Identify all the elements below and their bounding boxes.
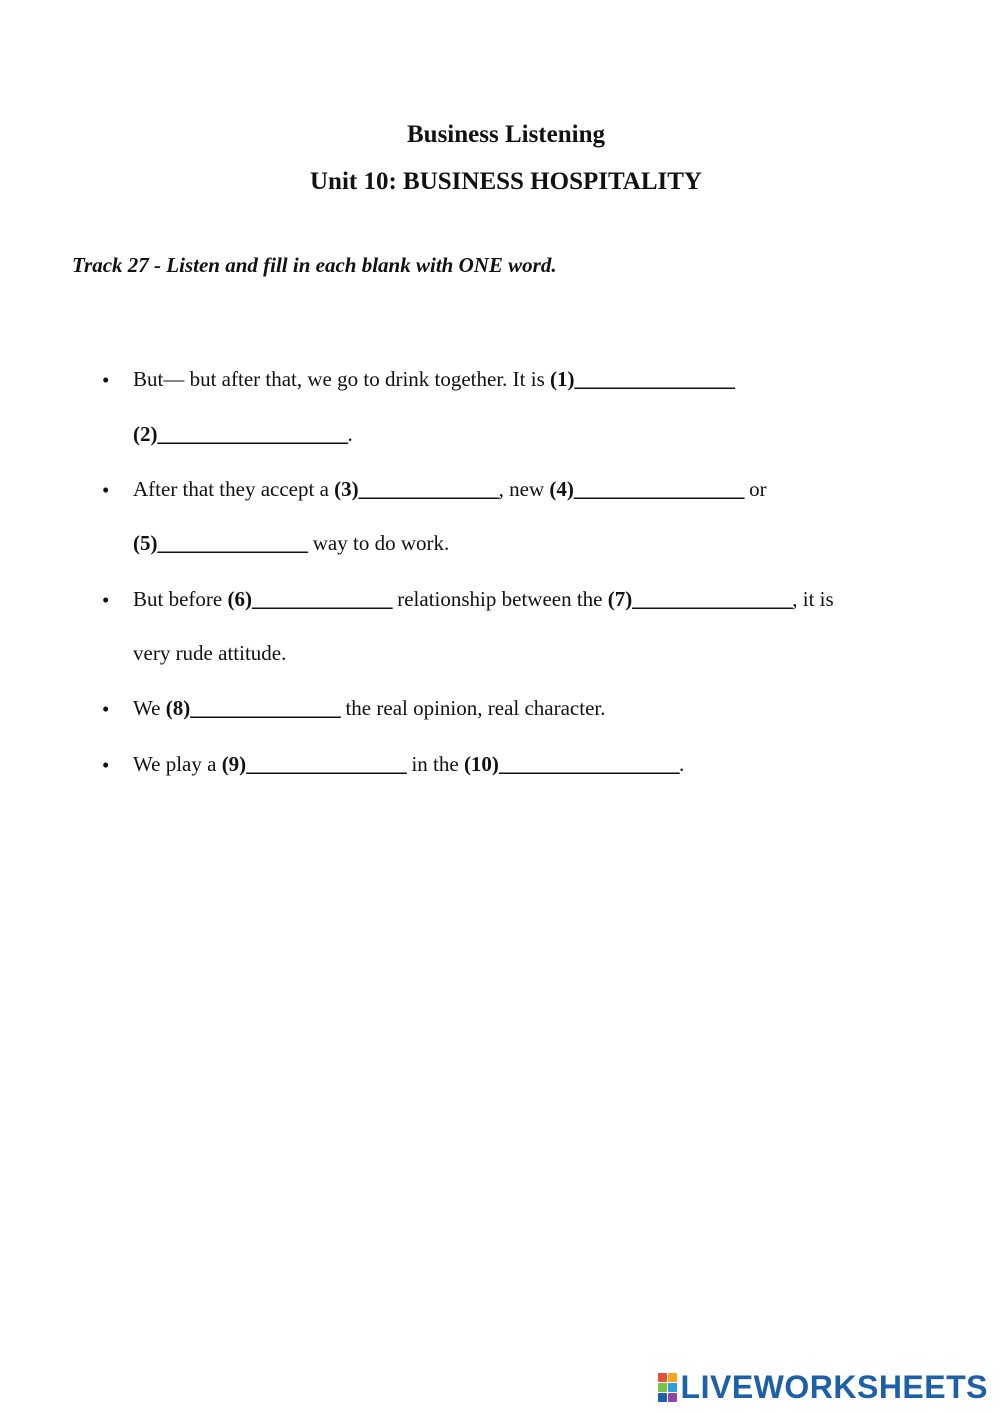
item-text: , new bbox=[498, 477, 550, 501]
logo-square bbox=[658, 1393, 667, 1402]
blank-number-6: (6) bbox=[227, 587, 252, 611]
item-text: We bbox=[133, 696, 166, 720]
blank-9[interactable]: ________________ bbox=[246, 752, 407, 776]
blank-6[interactable]: ______________ bbox=[251, 587, 392, 611]
item-text: But— but after that, we go to drink together. It is bbox=[133, 367, 551, 391]
liveworksheets-logo-icon bbox=[658, 1373, 677, 1402]
bullet-icon bbox=[102, 588, 109, 613]
bullet-icon bbox=[102, 368, 109, 393]
blank-3[interactable]: ______________ bbox=[358, 477, 499, 501]
item-2-line-2 bbox=[133, 531, 449, 556]
bullet-icon bbox=[102, 753, 109, 778]
liveworksheets-watermark bbox=[658, 1369, 988, 1406]
blank-7[interactable]: ________________ bbox=[632, 587, 793, 611]
item-text: , it is bbox=[792, 587, 834, 611]
watermark-text: LIVEWORKSHEETS bbox=[680, 1369, 988, 1405]
item-text: the real opinion, real character. bbox=[340, 696, 606, 720]
item-text: . bbox=[347, 422, 353, 446]
unit-title: Unit 10: BUSINESS HOSPITALITY bbox=[309, 168, 702, 195]
item-text: After that they accept a bbox=[133, 477, 335, 501]
blank-number-10: (10) bbox=[463, 752, 499, 776]
item-2-line-1 bbox=[133, 477, 767, 502]
bullet-icon bbox=[102, 697, 109, 722]
logo-square bbox=[668, 1393, 677, 1402]
blank-number-8: (8) bbox=[165, 696, 191, 720]
logo-square bbox=[658, 1373, 667, 1382]
blank-number-3: (3) bbox=[334, 477, 359, 501]
bullet-icon bbox=[102, 478, 109, 503]
item-text: in the bbox=[406, 752, 464, 776]
item-1-line-2 bbox=[133, 422, 353, 447]
item-4-line-1 bbox=[133, 696, 606, 721]
logo-square bbox=[668, 1373, 677, 1382]
track-instruction: Track 27 - Listen and fill in each blank with ONE word. bbox=[72, 253, 557, 277]
blank-number-7: (7) bbox=[607, 587, 633, 611]
logo-square bbox=[668, 1383, 677, 1392]
blank-number-9: (9) bbox=[221, 752, 247, 776]
blank-10[interactable]: __________________ bbox=[498, 752, 679, 776]
item-5-line-1 bbox=[133, 752, 684, 777]
item-text: . bbox=[678, 752, 685, 776]
blank-number-4: (4) bbox=[549, 477, 574, 501]
blank-4[interactable]: _________________ bbox=[573, 477, 744, 501]
blank-1[interactable]: ________________ bbox=[574, 367, 735, 391]
blank-2[interactable]: ___________________ bbox=[157, 422, 348, 446]
blank-number-1: (1) bbox=[550, 367, 575, 391]
item-text: But before bbox=[133, 587, 228, 611]
blank-5[interactable]: _______________ bbox=[157, 531, 308, 555]
item-text: We play a bbox=[133, 752, 222, 776]
blank-number-5: (5) bbox=[133, 531, 158, 555]
page-title: Business Listening bbox=[407, 121, 605, 148]
blank-number-2: (2) bbox=[133, 422, 158, 446]
item-text: or bbox=[743, 477, 767, 501]
item-text: relationship between the bbox=[391, 587, 608, 611]
item-text: way to do work. bbox=[307, 531, 450, 555]
item-1-line-1 bbox=[133, 367, 735, 392]
blank-8[interactable]: _______________ bbox=[190, 696, 341, 720]
item-3-line-1 bbox=[133, 587, 834, 612]
logo-square bbox=[658, 1383, 667, 1392]
item-3-line-2: very rude attitude. bbox=[133, 641, 287, 665]
